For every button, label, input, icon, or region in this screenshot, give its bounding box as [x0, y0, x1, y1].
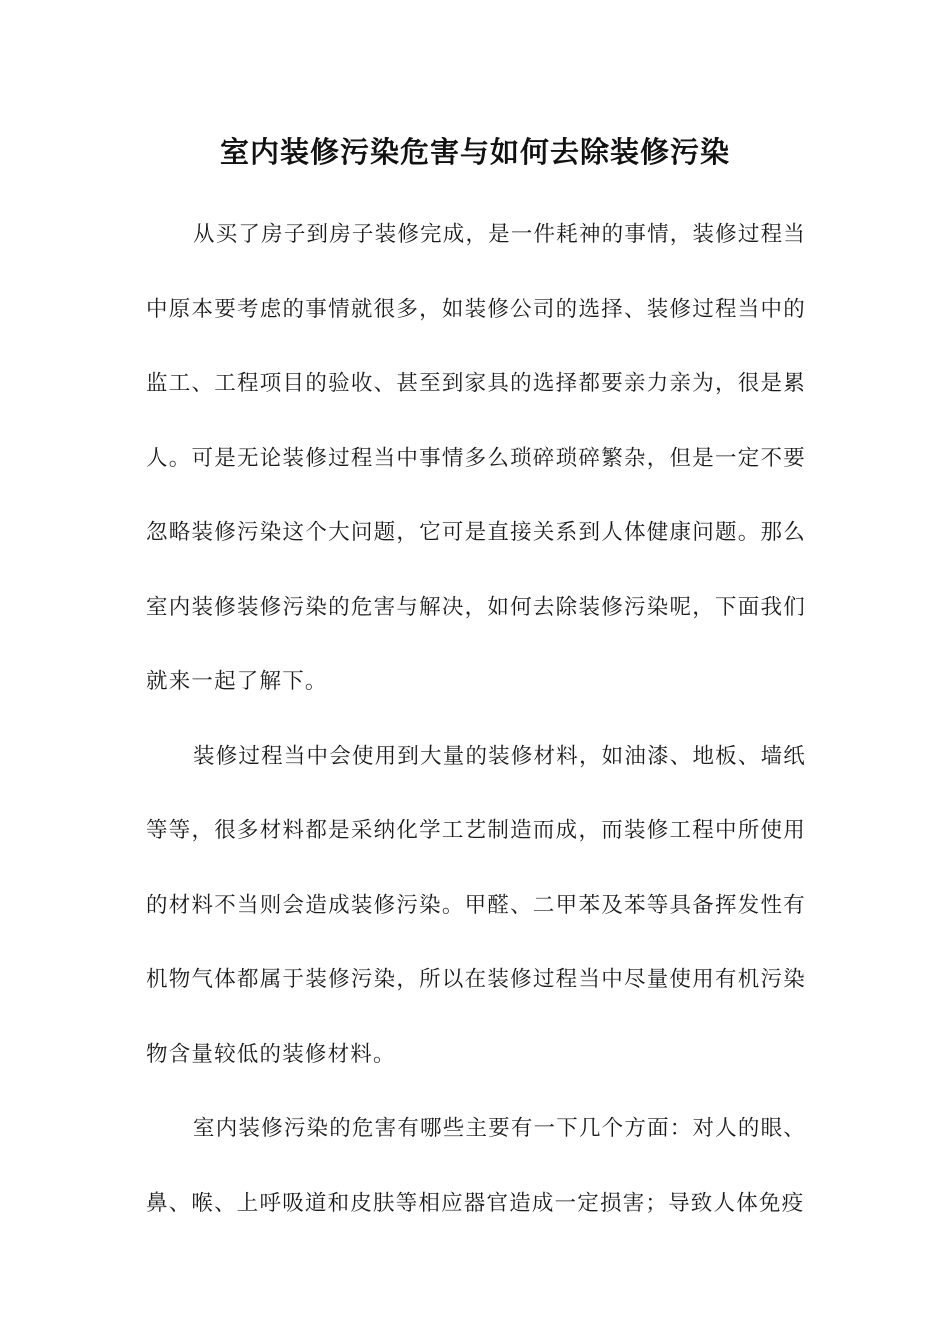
- document-title: 室内装修污染危害与如何去除装修污染: [219, 135, 730, 169]
- paragraph-1: 从买了房子到房子装修完成，是一件耗神的事情，装修过程当中原本要考虑的事情就很多，如装修公司的选择、装修过程当中的监工、工程项目的验收、甚至到家具的选择都要亲力亲为，很是累人。可是无论装修过程当中事情多么琐碎琐碎繁杂，但是一定不要忽略装修污染这个大问题，它可是直接关系到人体健康问题。那么室内装修装修污染的危害与解决，如何去除装修污染呢，下面我们就来一起了解下。: [146, 222, 806, 694]
- paragraph-3: 室内装修污染的危害有哪些主要有一下几个方面：对人的眼、鼻、喉、上呼吸道和皮肤等相应器官造成一定损害；导致人体免疫: [146, 1116, 806, 1216]
- document-body: [146, 198, 806, 1241]
- paragraph-2: 装修过程当中会使用到大量的装修材料，如油漆、地板、墙纸等等，很多材料都是采纳化学工艺制造而成，而装修工程中所使用的材料不当则会造成装修污染。甲醛、二甲苯及苯等具备挥发性有机物气体都属于装修污染，所以在装修过程当中尽量使用有机污染物含量较低的装修材料。: [146, 743, 806, 1067]
